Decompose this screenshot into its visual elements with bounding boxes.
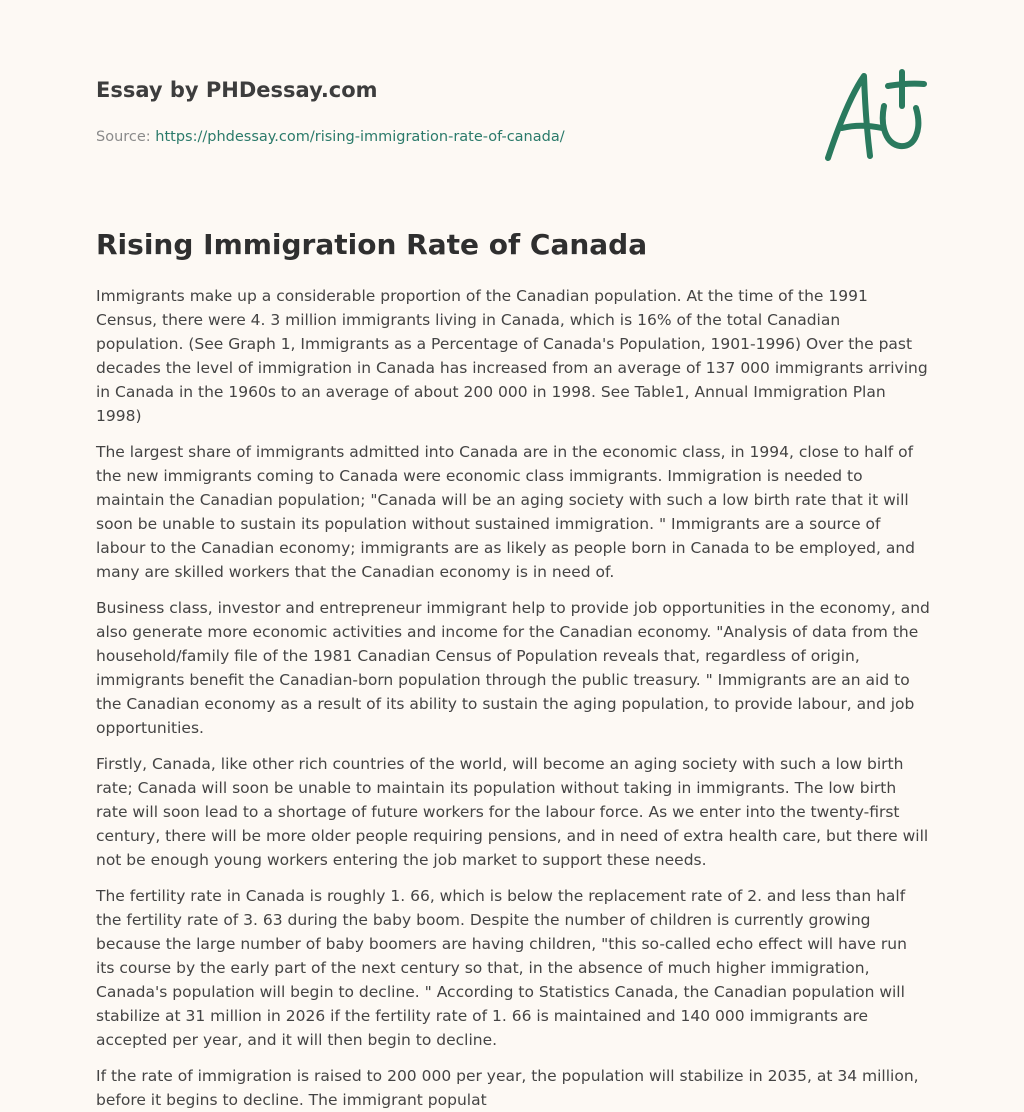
a-plus-logo-icon [818, 66, 930, 166]
essay-body [96, 284, 930, 1109]
site-brand: Essay by PHDessay.com [96, 78, 378, 102]
essay-title: Rising Immigration Rate of Canada [96, 228, 648, 261]
source-label: Source: [96, 129, 151, 145]
essay-paragraph: If the rate of immigration is raised to 200 000 per year, the population will stabilize in 2035, at 34 million, before it begins to decline. The immigrant populat [96, 1067, 919, 1109]
essay-paragraph: Immigrants make up a considerable proportion of the Canadian population. At the time of the 1991 Census, there were 4. 3 million immigrants living in Canada, which is 16% of the total Canadian population. (See Graph 1, Immigrants as a Percentage of Canada's Population, 1901-1996) Over the past decades the level of immigration in Canada has increased from an average of 137 000 immigrants arriving in Canada in the 1960s to an average of about 200 000 in 1998. See Table1, Annual Immigration Plan 1998) [96, 287, 928, 425]
essay-paragraph: Business class, investor and entrepreneur immigrant help to provide job opportunities in the economy, and also generate more economic activities and income for the Canadian economy. "Analysis of data from the household/family file of the 1981 Canadian Census of Population reveals that, regardless of origin, immigrants benefit the Canadian-born population through the public treasury. " Immigrants are an aid to the Canadian economy as a result of its ability to sustain the aging population, to provide labour, and job opportunities. [96, 599, 930, 737]
essay-paragraph: Firstly, Canada, like other rich countries of the world, will become an aging society with such a low birth rate; Canada will soon be unable to maintain its population without taking in immigrants. The low birth rate will soon lead to a shortage of future workers for the labour force. As we enter into the twenty-first century, there will be more older people requiring pensions, and in need of extra health care, but there will not be enough young workers entering the job market to support these needs. [96, 755, 929, 869]
essay-paragraph: The largest share of immigrants admitted into Canada are in the economic class, in 1994, close to half of the new immigrants coming to Canada were economic class immigrants. Immigration is needed to maintain the Canadian population; "Canada will be an aging society with such a low birth rate that it will soon be unable to sustain its population without sustained immigration. " Immigrants are a source of labour to the Canadian economy; immigrants are as likely as people born in Canada to be employed, and many are skilled workers that the Canadian economy is in need of. [96, 443, 916, 581]
page-header [96, 76, 796, 147]
essay-paragraph: The fertility rate in Canada is roughly 1. 66, which is below the replacement rate of 2. and less than half the fertility rate of 3. 63 during the baby boom. Despite the number of children is currently growing because the large number of baby boomers are having children, "this so-called echo effect will have run its course by the early part of the next century so that, in the absence of much higher immigration, Canada's population will begin to decline. " According to Statistics Canada, the Canadian population will stabilize at 31 million in 2026 if the fertility rate of 1. 66 is maintained and 140 000 immigrants are accepted per year, and it will then begin to decline. [96, 887, 907, 1049]
source-line [96, 127, 796, 147]
source-link[interactable]: https://phdessay.com/rising-immigration-rate-of-canada/ [155, 129, 565, 145]
